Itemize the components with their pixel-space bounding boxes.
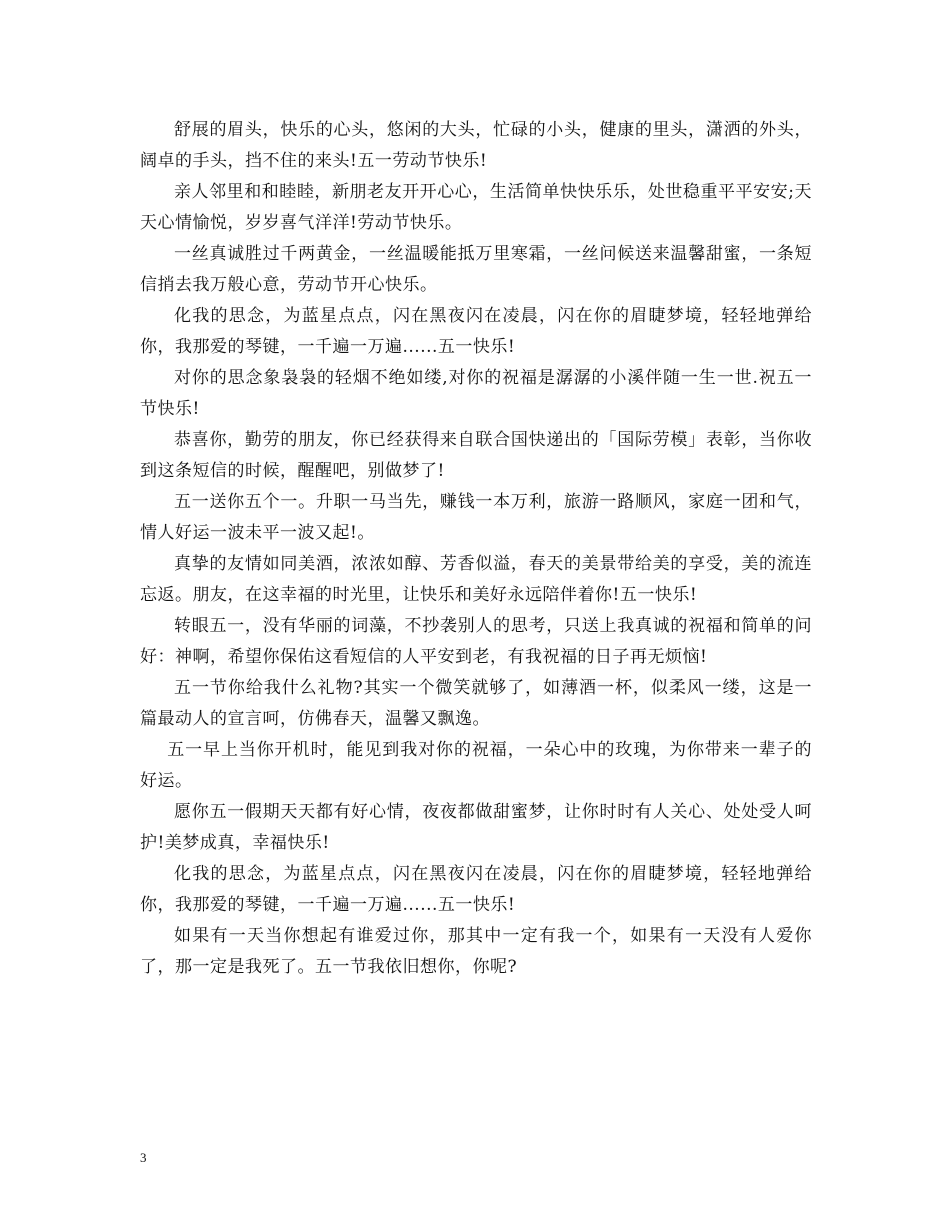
paragraph-1: 舒展的眉头，快乐的心头，悠闲的大头，忙碌的小头，健康的里头，潇洒的外头，阔卓的手头，挡不住的来头!五一劳动节快乐!	[140, 120, 812, 171]
paragraph-11: 五一早上当你开机时，能见到我对你的祝福，一朵心中的玫瑰，为你带来一辈子的好运。	[140, 740, 812, 791]
paragraph-10: 五一节你给我什么礼物?其实一个微笑就够了，如薄酒一杯，似柔风一缕，这是一篇最动人的宣言呵，仿佛春天，温馨又飘逸。	[140, 678, 812, 729]
paragraph-13: 化我的思念，为蓝星点点，闪在黑夜闪在凌晨，闪在你的眉睫梦境，轻轻地弹给你，我那爱的琴键，一千遍一万遍......五一快乐!	[140, 864, 812, 915]
page-number: 3	[140, 1150, 147, 1165]
paragraph-7: 五一送你五个一。升职一马当先，赚钱一本万利，旅游一路顺风，家庭一团和气，情人好运一波未平一波又起!。	[140, 492, 812, 543]
paragraph-2: 亲人邻里和和睦睦，新朋老友开开心心，生活简单快快乐乐，处世稳重平平安安;天天心情愉悦，岁岁喜气洋洋!劳动节快乐。	[140, 182, 812, 233]
paragraph-9: 转眼五一，没有华丽的词藻，不抄袭别人的思考，只送上我真诚的祝福和简单的问好：神啊，希望你保佑这看短信的人平安到老，有我祝福的日子再无烦恼!	[140, 616, 812, 667]
paragraph-8: 真挚的友情如同美酒，浓浓如醇、芳香似溢，春天的美景带给美的享受，美的流连忘返。朋友，在这幸福的时光里，让快乐和美好永远陪伴着你!五一快乐!	[140, 554, 812, 605]
paragraph-12: 愿你五一假期天天都有好心情，夜夜都做甜蜜梦，让你时时有人关心、处处受人呵护!美梦成真，幸福快乐!	[140, 802, 812, 853]
paragraph-6: 恭喜你，勤劳的朋友，你已经获得来自联合国快递出的「国际劳模」表彰，当你收到这条短信的时候，醒醒吧，别做梦了!	[140, 430, 812, 481]
paragraph-3: 一丝真诚胜过千两黄金，一丝温暖能抵万里寒霜，一丝问候送来温馨甜蜜，一条短信捎去我万般心意，劳动节开心快乐。	[140, 244, 812, 295]
paragraph-4: 化我的思念，为蓝星点点，闪在黑夜闪在凌晨，闪在你的眉睫梦境，轻轻地弹给你，我那爱的琴键，一千遍一万遍......五一快乐!	[140, 306, 812, 357]
paragraph-14: 如果有一天当你想起有谁爱过你，那其中一定有我一个，如果有一天没有人爱你了，那一定是我死了。五一节我依旧想你，你呢?	[140, 926, 812, 977]
paragraph-5: 对你的思念象袅袅的轻烟不绝如缕,对你的祝福是潺潺的小溪伴随一生一世.祝五一节快乐!	[140, 368, 812, 419]
body-text	[140, 115, 812, 983]
